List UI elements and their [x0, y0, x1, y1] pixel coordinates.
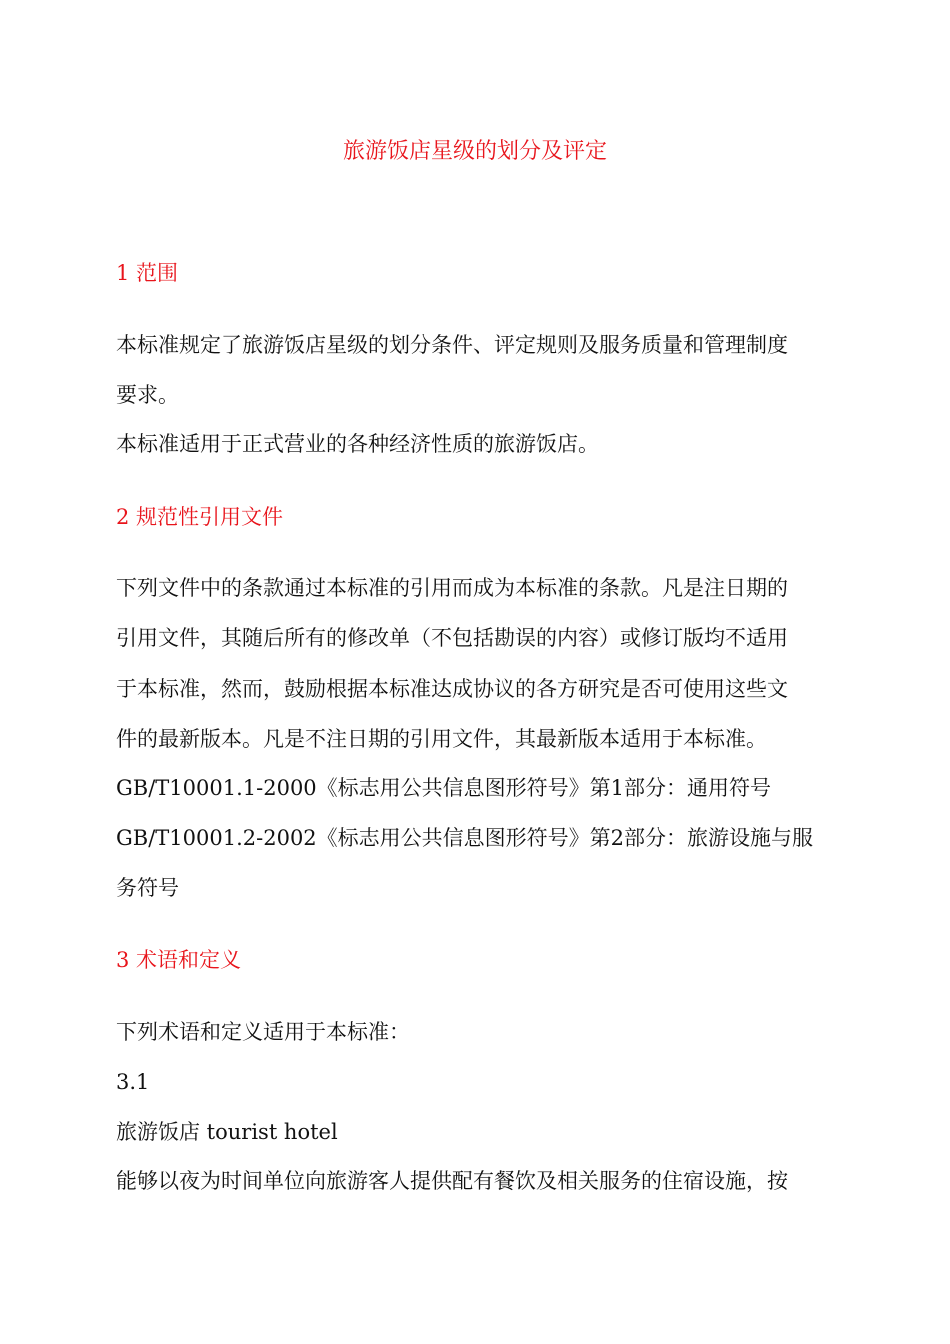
paragraph-line: 于本标准，然而，鼓励根据本标准达成协议的各方研究是否可使用这些文: [116, 677, 788, 701]
clause-number: 3.1: [116, 1070, 150, 1094]
section-heading-normative-references: 2 规范性引用文件: [116, 505, 284, 529]
reference-line: GB/T10001.2-2002《标志用公共信息图形符号》第2部分：旅游设施与服: [116, 826, 814, 850]
paragraph-line: 下列文件中的条款通过本标准的引用而成为本标准的条款。凡是注日期的: [116, 576, 788, 600]
paragraph-line: 件的最新版本。凡是不注日期的引用文件，其最新版本适用于本标准。: [116, 727, 767, 751]
reference-line: GB/T10001.1-2000《标志用公共信息图形符号》第1部分：通用符号: [116, 776, 772, 800]
paragraph-line: 能够以夜为时间单位向旅游客人提供配有餐饮及相关服务的住宿设施，按: [116, 1169, 788, 1193]
paragraph-line: 下列术语和定义适用于本标准：: [116, 1020, 410, 1044]
paragraph-line: 本标准适用于正式营业的各种经济性质的旅游饭店。: [116, 432, 599, 456]
paragraph-line: 要求。: [116, 383, 179, 407]
document-title: 旅游饭店星级的划分及评定: [342, 139, 607, 164]
term-line: 旅游饭店 tourist hotel: [116, 1120, 338, 1144]
reference-line: 务符号: [116, 876, 179, 900]
section-heading-scope: 1 范围: [116, 261, 179, 285]
paragraph-line: 引用文件，其随后所有的修改单（不包括勘误的内容）或修订版均不适用: [116, 626, 788, 650]
paragraph-line: 本标准规定了旅游饭店星级的划分条件、评定规则及服务质量和管理制度: [116, 333, 788, 357]
section-heading-terms-definitions: 3 术语和定义: [116, 948, 242, 972]
